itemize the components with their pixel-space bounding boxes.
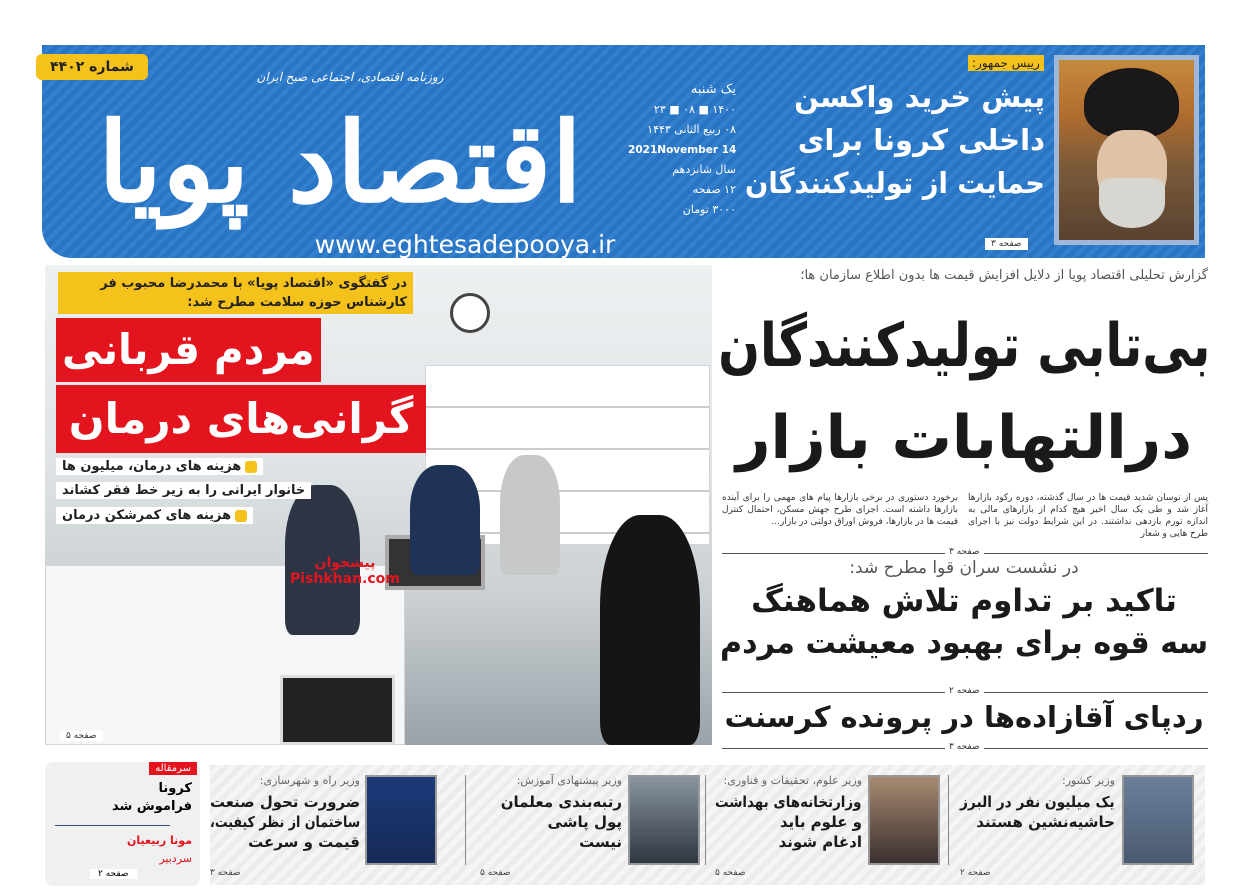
story3-page-ref: صفحه ۳ [945,742,984,752]
story2-headline[interactable] [720,580,1208,664]
bullet-icon [235,510,247,522]
bottom-story[interactable]: وزیر پیشنهادی آموزش: رتبه‌بندی معلمان پول پاشی نیست صفحه ۵ [480,774,622,878]
main-story-kicker-box [720,268,1208,283]
divider [948,775,949,865]
headline-line: سه قوه برای بهبود معیشت مردم [719,625,1208,661]
editorial-tag: سرمقاله [149,762,197,775]
story3-headline: ردپای آقازاده‌ها در پرونده کرسنت [724,700,1204,734]
bottom-story[interactable]: وزیر علوم، تحقیقات و فناوری: وزارتخانه‌های بهداشت و علوم باید ادغام شوند صفحه ۵ [715,774,862,878]
story2-kicker: در نشست سران قوا مطرح شد: [849,558,1079,578]
top-story-tag: رییس جمهور: [968,55,1044,71]
newspaper-logo [60,98,620,228]
price: ۳۰۰۰ تومان [682,203,736,216]
bullet-icon [245,461,257,473]
photo-story-kicker: در گفتگوی «اقتصاد پویا» با محمدرضا محبوب فر کارشناس حوزه سلامت مطرح شد: [58,272,413,314]
bottom-story[interactable]: وزیر راه و شهرسازی: ضرورت تحول صنعت ساختمان از نظر کیفیت، قیمت و سرعت صفحه ۳ [209,774,360,878]
headline-line: بی‌تابی تولیدکنندگان [717,311,1210,381]
education-minister-photo [628,775,700,865]
divider [705,775,706,865]
interior-minister-photo [1122,775,1194,865]
photo-story-page-ref: صفحه ۵ [60,731,103,741]
issue-label: شماره [89,59,134,75]
main-story-kicker: گزارش تحلیلی اقتصاد پویا از دلایل افزایش قیمت ها بدون اطلاع سازمان ها؛ [800,268,1208,283]
tagline: روزنامه اقتصادی، اجتماعی صبح ایران [256,70,444,84]
photo-story-headline-1-box[interactable] [56,318,321,382]
president-photo [1054,55,1199,245]
photo-story-headline-2: گرانی‌های درمان [68,394,414,443]
main-story-body-left: برخورد دستوری در برخی بازارها پیام های مهمی را برای آینده بازارها داشته است. اجرای طرح جهش مسکن، احتمال کنترل قیمت ها در بازارها، فروش اوراق دولتی در بازار... [722,493,958,527]
headline-line: پیش خرید واکسن [794,80,1045,114]
editorial-role: سردبیر [159,852,192,865]
bottom-story[interactable]: وزیر کشور: یک میلیون نفر در البرز حاشیه‌نشین هستند صفحه ۲ [960,774,1115,878]
hijri-date: ۰۸ ربیع الثانی ۱۴۴۳ [647,123,736,136]
headline-line: حمایت از تولیدکنندگان [744,166,1045,200]
shamsi-date: ۱۴۰۰ ■ ۰۸ ■ ۲۳ [653,103,736,116]
top-story-headline[interactable] [745,76,1045,205]
divider [55,825,170,826]
headline-line: داخلی کرونا برای [797,123,1045,157]
photo-story-headline-2-box[interactable] [56,385,426,453]
main-story-page-ref: صفحه ۳ [945,547,984,557]
story2-page-ref: صفحه ۲ [945,686,984,696]
bullet-item: هزینه های کمرشکن درمان [56,507,253,524]
roads-minister-photo [365,775,437,865]
date-block [628,80,736,220]
photo-story-headline-1: مردم قربانی [62,325,315,374]
tagline-box [200,70,500,84]
issue-number-badge [36,54,148,80]
weekday: یک شنبه [690,82,736,97]
logo-text: اقتصاد پویا [97,98,583,227]
top-story-page-ref: صفحه ۳ [985,238,1028,250]
bullet-item: هزینه های درمان، میلیون ها [56,458,263,475]
main-story-headline[interactable] [718,300,1210,484]
headline-line: درالتهابات بازار [736,403,1193,473]
issue-number: ۴۴۰۲ [50,59,85,75]
watermark: پیشخوان Pishkhan.com [290,555,400,587]
science-minister-photo [868,775,940,865]
editorial-page-ref: صفحه ۲ [90,869,137,879]
editorial-box[interactable] [45,762,200,886]
main-story-body-right: پس از نوسان شدید قیمت ها در سال گذشته، دوره رکود بازارها آغاز شد و طی یک سال اخیر هیچ کدام از بازارهای مالی به اندازه تورم بازدهی نداشتند. در این شرایط دولت نیز با اجرای طرح هایی و شعار [968,493,1208,539]
story3-headline-box[interactable] [720,700,1208,734]
editorial-headline: کرونا فراموش شد [111,781,192,814]
divider [465,775,466,865]
bullet-item: خانوار ایرانی را به زیر خط فقر کشاند [56,482,311,499]
gregorian-date: 2021November 14 [627,143,736,156]
headline-line: تاکید بر تداوم تلاش هماهنگ [751,583,1177,619]
page-count: ۱۲ صفحه [692,183,736,196]
editorial-author: مونا ربیعیان [127,834,192,847]
website-url[interactable]: www.eghtesadepooya.ir [314,230,616,259]
year: سال شانزدهم [672,163,736,176]
